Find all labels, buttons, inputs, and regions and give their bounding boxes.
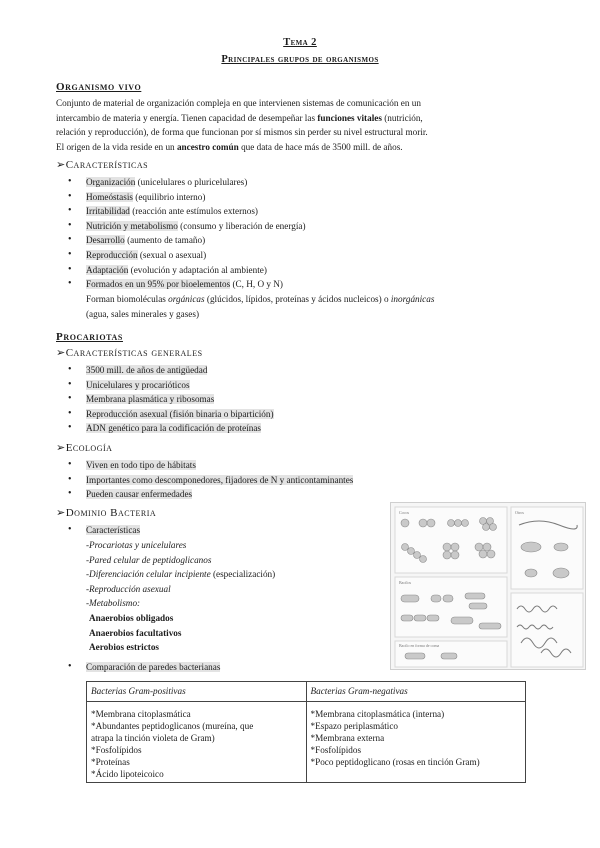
metabolism-type: Anaerobios obligados <box>89 613 174 623</box>
highlight-term: Adaptación <box>86 264 129 275</box>
highlight-term: Desarrollo <box>86 235 125 246</box>
table-cell-line: *Proteínas <box>91 756 130 767</box>
table-cell-line: *Poco peptidoglicano (rosas en tinción Gram) <box>310 756 480 767</box>
bold-term: funciones vitales <box>317 112 382 123</box>
gram-comparison-table <box>86 681 526 783</box>
table-cell-line: *Ácido lipoteicoico <box>91 768 164 779</box>
bacteria-morphology-figure <box>390 502 586 670</box>
fig-caption: Bacilo en forma de coma <box>399 643 440 648</box>
table-cell-line: *Fosfolípidos <box>310 744 362 755</box>
table-header-row <box>87 682 526 702</box>
highlight-text: Pueden causar enfermedades <box>86 489 193 500</box>
list-item <box>56 233 306 248</box>
item-description: (aumento de tamaño) <box>124 235 206 246</box>
list-item <box>56 378 274 393</box>
list-item <box>56 248 306 263</box>
definition-line: Conjunto de material de organización compleja en que intervienen sistemas de comunicación en un <box>56 98 421 108</box>
item-description: (consumo y liberación de energía) <box>177 220 306 231</box>
bold-term: ancestro común <box>176 141 239 152</box>
list-item <box>56 175 306 190</box>
bacteria-char-lines <box>86 538 275 611</box>
item-description: (evolución y adaptación al ambiente) <box>128 264 267 275</box>
italic-text: -Metabolismo: <box>86 598 141 608</box>
table-header-gram-negative: Bacterias Gram-negativas <box>306 682 526 702</box>
text-span: (nutrición, <box>381 112 423 123</box>
metabolism-type: Aerobios estrictos <box>89 642 159 652</box>
text-span: Forman biomoléculas <box>86 294 169 304</box>
characteristic-line <box>86 538 275 553</box>
item-description: (C, H, O y N) <box>230 279 283 290</box>
characteristic-line <box>86 582 275 597</box>
list-item <box>56 190 306 205</box>
section-heading-caracteristicas: ➢Características <box>56 159 149 171</box>
highlight-term: Irritabilidad <box>86 206 130 217</box>
bacteria-shapes-illustration <box>391 503 587 671</box>
list-item <box>56 363 274 378</box>
highlight-text: Membrana plasmática y ribosomas <box>86 394 215 405</box>
section-heading-procariotas: Procariotas <box>56 331 123 343</box>
table-cell-line: *Espazo periplasmático <box>310 720 399 731</box>
table-cell-line: *Abundantes peptidoglicanos (mureína, que <box>91 720 254 731</box>
list-item <box>56 487 353 502</box>
bacteria-char-list <box>56 523 140 538</box>
text-span: (especialización) <box>210 569 276 579</box>
page-title: Tema 2 <box>283 37 317 48</box>
highlight-term: Reproducción <box>86 249 138 260</box>
italic-text: -Diferenciación celular incipiente <box>86 569 211 579</box>
page-subtitle: Principales grupos de organismos <box>221 54 379 65</box>
item-description: (sexual o asexual) <box>137 249 207 260</box>
list-item <box>56 458 353 473</box>
list-item <box>56 392 274 407</box>
table-header-gram-positive: Bacterias Gram-positivas <box>87 682 307 702</box>
list-item <box>56 421 274 436</box>
biomoleculas-note <box>86 292 556 321</box>
table-row <box>87 701 526 782</box>
item-description: (equilibrio interno) <box>132 191 206 202</box>
characteristic-line <box>86 553 275 568</box>
italic-text: -Procariotas y unicelulares <box>86 540 187 550</box>
italic-term: inorgánicas <box>390 294 435 304</box>
table-cell-line: *Fosfolípidos <box>91 744 142 755</box>
section-heading-organismo-vivo: Organismo vivo <box>56 81 142 93</box>
item-description: (reacción ante estímulos externos) <box>129 206 258 217</box>
list-item <box>56 407 274 422</box>
list-item <box>56 219 306 234</box>
fig-label-bacilos: Bacilos <box>399 580 411 585</box>
list-item <box>56 660 220 675</box>
gram-positive-cell <box>87 701 307 782</box>
definition-line <box>56 140 556 155</box>
definition-line: relación y reproducción), de forma que funcionan por sí mismos sin perder su nivel estructural morir. <box>56 127 428 137</box>
highlight-text: Unicelulares y procarióticos <box>86 379 190 390</box>
caracteristicas-list <box>56 175 306 292</box>
highlight-term: Formados en un 95% por bioelementos <box>86 279 231 290</box>
ecologia-list <box>56 458 353 502</box>
highlight-term: Nutrición y metabolismo <box>86 220 178 231</box>
text-span: que data de hace más de 3500 mill. de años. <box>238 141 403 152</box>
italic-term: orgánicas <box>168 294 205 304</box>
table-cell-line: *Membrana citoplasmática (interna) <box>310 708 445 719</box>
table-cell-line: *Membrana externa <box>310 732 385 743</box>
comparison-list <box>56 660 220 675</box>
subheading-ecologia: ➢Ecología <box>56 442 113 454</box>
subheading-caracteristicas-generales: ➢Características generales <box>56 347 203 359</box>
highlight-text: Viven en todo tipo de hábitats <box>86 460 196 470</box>
list-item <box>56 523 140 538</box>
generales-list <box>56 363 274 436</box>
highlight-term: Organización <box>86 177 136 187</box>
metabolism-type: Anaerobios facultativos <box>89 627 182 638</box>
note-line: (agua, sales minerales y gases) <box>86 308 200 319</box>
italic-text: -Reproducción asexual <box>86 583 171 594</box>
list-item <box>56 473 353 488</box>
subheading-dominio-bacteria: ➢Dominio Bacteria <box>56 507 157 519</box>
metabolism-types <box>89 611 181 655</box>
gram-negative-cell <box>306 701 526 782</box>
highlight-term: Homeóstasis <box>86 191 133 202</box>
table-cell-line: atrapa la tinción violeta de Gram) <box>91 732 215 743</box>
note-line <box>86 292 556 307</box>
fig-label-otros: Otros <box>515 510 524 515</box>
highlight-text: ADN genético para la codificación de proteínas <box>86 423 261 434</box>
definition-line <box>56 111 556 126</box>
characteristic-line <box>86 596 275 611</box>
item-description: (unicelulares o pluricelulares) <box>135 177 248 187</box>
list-item <box>56 277 306 292</box>
highlight-label: Comparación de paredes bacterianas <box>86 662 221 672</box>
italic-text: -Pared celular de peptidoglicanos <box>86 554 212 565</box>
highlight-text: Reproducción asexual (fisión binaria o bipartición) <box>86 408 274 419</box>
table-cell-line: *Membrana citoplasmática <box>91 708 191 719</box>
characteristic-line <box>86 567 275 582</box>
highlight-text: Importantes como descomponedores, fijadores de N y anticontaminantes <box>86 474 354 485</box>
text-span: El origen de la vida reside en un <box>56 141 177 152</box>
highlight-label: Características <box>86 525 141 535</box>
text-span: (glúcidos, lípidos, proteínas y ácidos nucleicos) o <box>204 294 391 304</box>
fig-label-cocos: Cocos <box>399 510 409 515</box>
definition-paragraph <box>56 96 556 154</box>
highlight-text: 3500 mill. de años de antigüedad <box>86 365 208 375</box>
text-span: intercambio de materia y energía. Tienen capacidad de desempeñar las <box>56 112 318 123</box>
list-item <box>56 204 306 219</box>
list-item <box>56 263 306 278</box>
